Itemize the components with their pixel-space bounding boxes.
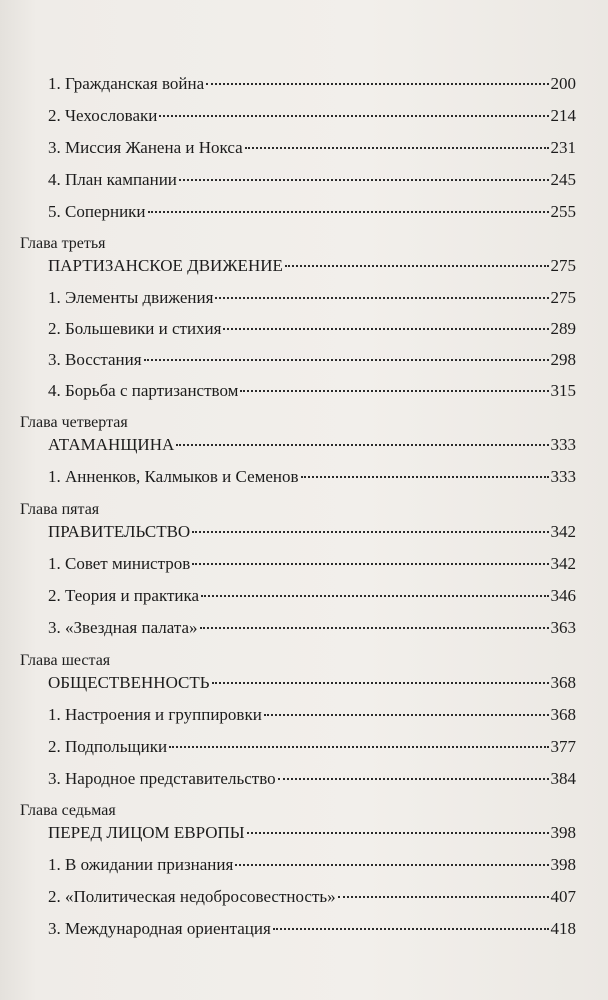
- leader-dots: [148, 211, 549, 213]
- toc-entry[interactable]: [48, 887, 576, 907]
- toc-entry[interactable]: [48, 350, 576, 370]
- chapter-label: Глава пятая: [20, 501, 100, 518]
- chapter-page: 275: [550, 256, 576, 275]
- leader-dots: [247, 832, 549, 834]
- chapter-page: 398: [550, 823, 576, 842]
- chapter-title-entry[interactable]: [48, 256, 576, 276]
- leader-dots: [192, 531, 548, 533]
- toc-entry[interactable]: [48, 769, 576, 789]
- leader-dots: [285, 265, 549, 267]
- toc-entry-label: 3. «Звездная палата»: [48, 618, 198, 637]
- toc-entry-page: 255: [550, 202, 576, 221]
- toc-entry-label: 1. Настроения и группировки: [48, 705, 262, 724]
- toc-entry[interactable]: [48, 106, 576, 126]
- leader-dots: [179, 179, 549, 181]
- toc-entry-page: 289: [550, 319, 576, 338]
- chapter-label: Глава четвертая: [20, 414, 128, 431]
- toc-entry-page: 342: [550, 554, 576, 573]
- toc-entry-page: 363: [550, 618, 576, 637]
- toc-entry-label: 4. План кампании: [48, 170, 177, 189]
- leader-dots: [201, 595, 548, 597]
- toc-entry-label: 2. Чехословаки: [48, 106, 158, 125]
- chapter-title: ОБЩЕСТВЕННОСТЬ: [48, 673, 210, 692]
- chapter-title: ПАРТИЗАНСКОЕ ДВИЖЕНИЕ: [48, 256, 283, 275]
- chapter-page: 333: [550, 435, 576, 454]
- toc-entry-label: 2. Большевики и стихия: [48, 319, 222, 338]
- leader-dots: [176, 444, 548, 446]
- toc-entry-label: 1. Элементы движения: [48, 288, 214, 307]
- leader-dots: [144, 359, 549, 361]
- chapter-title: ПРАВИТЕЛЬСТВО: [48, 522, 191, 541]
- toc-entry[interactable]: [48, 618, 576, 638]
- toc-entry-page: 298: [550, 350, 576, 369]
- toc-entry-label: 2. Подпольщики: [48, 737, 168, 756]
- chapter-page: 368: [550, 673, 576, 692]
- leader-dots: [301, 476, 549, 478]
- toc-entry-label: 3. Миссия Жанена и Нокса: [48, 138, 243, 157]
- toc-entry-page: 407: [550, 887, 576, 906]
- chapter-title: АТАМАНЩИНА: [48, 435, 175, 454]
- leader-dots: [192, 563, 548, 565]
- toc-entry[interactable]: [48, 170, 576, 190]
- chapter-title-entry[interactable]: [48, 435, 576, 455]
- chapter-label: Глава седьмая: [20, 802, 116, 819]
- toc-entry-page: 214: [550, 106, 576, 125]
- toc-entry[interactable]: [48, 919, 576, 939]
- toc-entry[interactable]: [48, 381, 576, 401]
- leader-dots: [240, 390, 548, 392]
- toc-entry-page: 333: [550, 467, 576, 486]
- toc-entry[interactable]: [48, 554, 576, 574]
- toc-entry[interactable]: [48, 288, 576, 308]
- toc-entry[interactable]: [48, 855, 576, 875]
- toc-entry-label: 2. Теория и практика: [48, 586, 200, 605]
- leader-dots: [264, 714, 549, 716]
- leader-dots: [159, 115, 548, 117]
- toc-entry-page: 275: [550, 288, 576, 307]
- toc-entry[interactable]: [48, 467, 576, 487]
- toc-entry-label: 1. Совет министров: [48, 554, 191, 573]
- toc-entry-label: 1. Анненков, Калмыков и Семенов: [48, 467, 299, 486]
- leader-dots: [235, 864, 548, 866]
- leader-dots: [223, 328, 548, 330]
- chapter-label: Глава шестая: [20, 652, 111, 669]
- leader-dots: [215, 297, 548, 299]
- chapter-title: ПЕРЕД ЛИЦОМ ЕВРОПЫ: [48, 823, 245, 842]
- toc-entry[interactable]: [48, 586, 576, 606]
- toc-entry-label: 4. Борьба с партизанством: [48, 381, 239, 400]
- leader-dots: [273, 928, 549, 930]
- toc-entry-page: 200: [550, 74, 576, 93]
- leader-dots: [278, 778, 549, 780]
- toc-entry-page: 368: [550, 705, 576, 724]
- toc-entry-page: 315: [550, 381, 576, 400]
- leader-dots: [169, 746, 548, 748]
- toc-entry-page: 377: [550, 737, 576, 756]
- chapter-page: 342: [550, 522, 576, 541]
- toc-entry-page: 384: [550, 769, 576, 788]
- toc-entry-page: 346: [550, 586, 576, 605]
- toc-entry-page: 418: [550, 919, 576, 938]
- toc-entry-label: 1. В ожидании признания: [48, 855, 234, 874]
- leader-dots: [338, 896, 549, 898]
- toc-entry[interactable]: [48, 202, 576, 222]
- leader-dots: [206, 83, 548, 85]
- toc-entry-page: 231: [550, 138, 576, 157]
- toc-entry-page: 398: [550, 855, 576, 874]
- chapter-label: Глава третья: [20, 235, 106, 252]
- chapter-title-entry[interactable]: [48, 522, 576, 542]
- toc-entry-label: 3. Народное представительство: [48, 769, 276, 788]
- toc-entry[interactable]: [48, 319, 576, 339]
- chapter-title-entry[interactable]: [48, 673, 576, 693]
- toc-entry[interactable]: [48, 705, 576, 725]
- toc-entry[interactable]: [48, 138, 576, 158]
- toc-entry[interactable]: [48, 737, 576, 757]
- toc-entry-label: 5. Соперники: [48, 202, 146, 221]
- toc-entry-label: 3. Международная ориентация: [48, 919, 271, 938]
- leader-dots: [200, 627, 549, 629]
- toc-entry-label: 3. Восстания: [48, 350, 142, 369]
- chapter-title-entry[interactable]: [48, 823, 576, 843]
- toc-entry[interactable]: [48, 74, 576, 94]
- toc-entry-label: 1. Гражданская война: [48, 74, 205, 93]
- leader-dots: [212, 682, 549, 684]
- toc-entry-label: 2. «Политическая недобросовестность»: [48, 887, 336, 906]
- toc-entry-page: 245: [550, 170, 576, 189]
- leader-dots: [245, 147, 549, 149]
